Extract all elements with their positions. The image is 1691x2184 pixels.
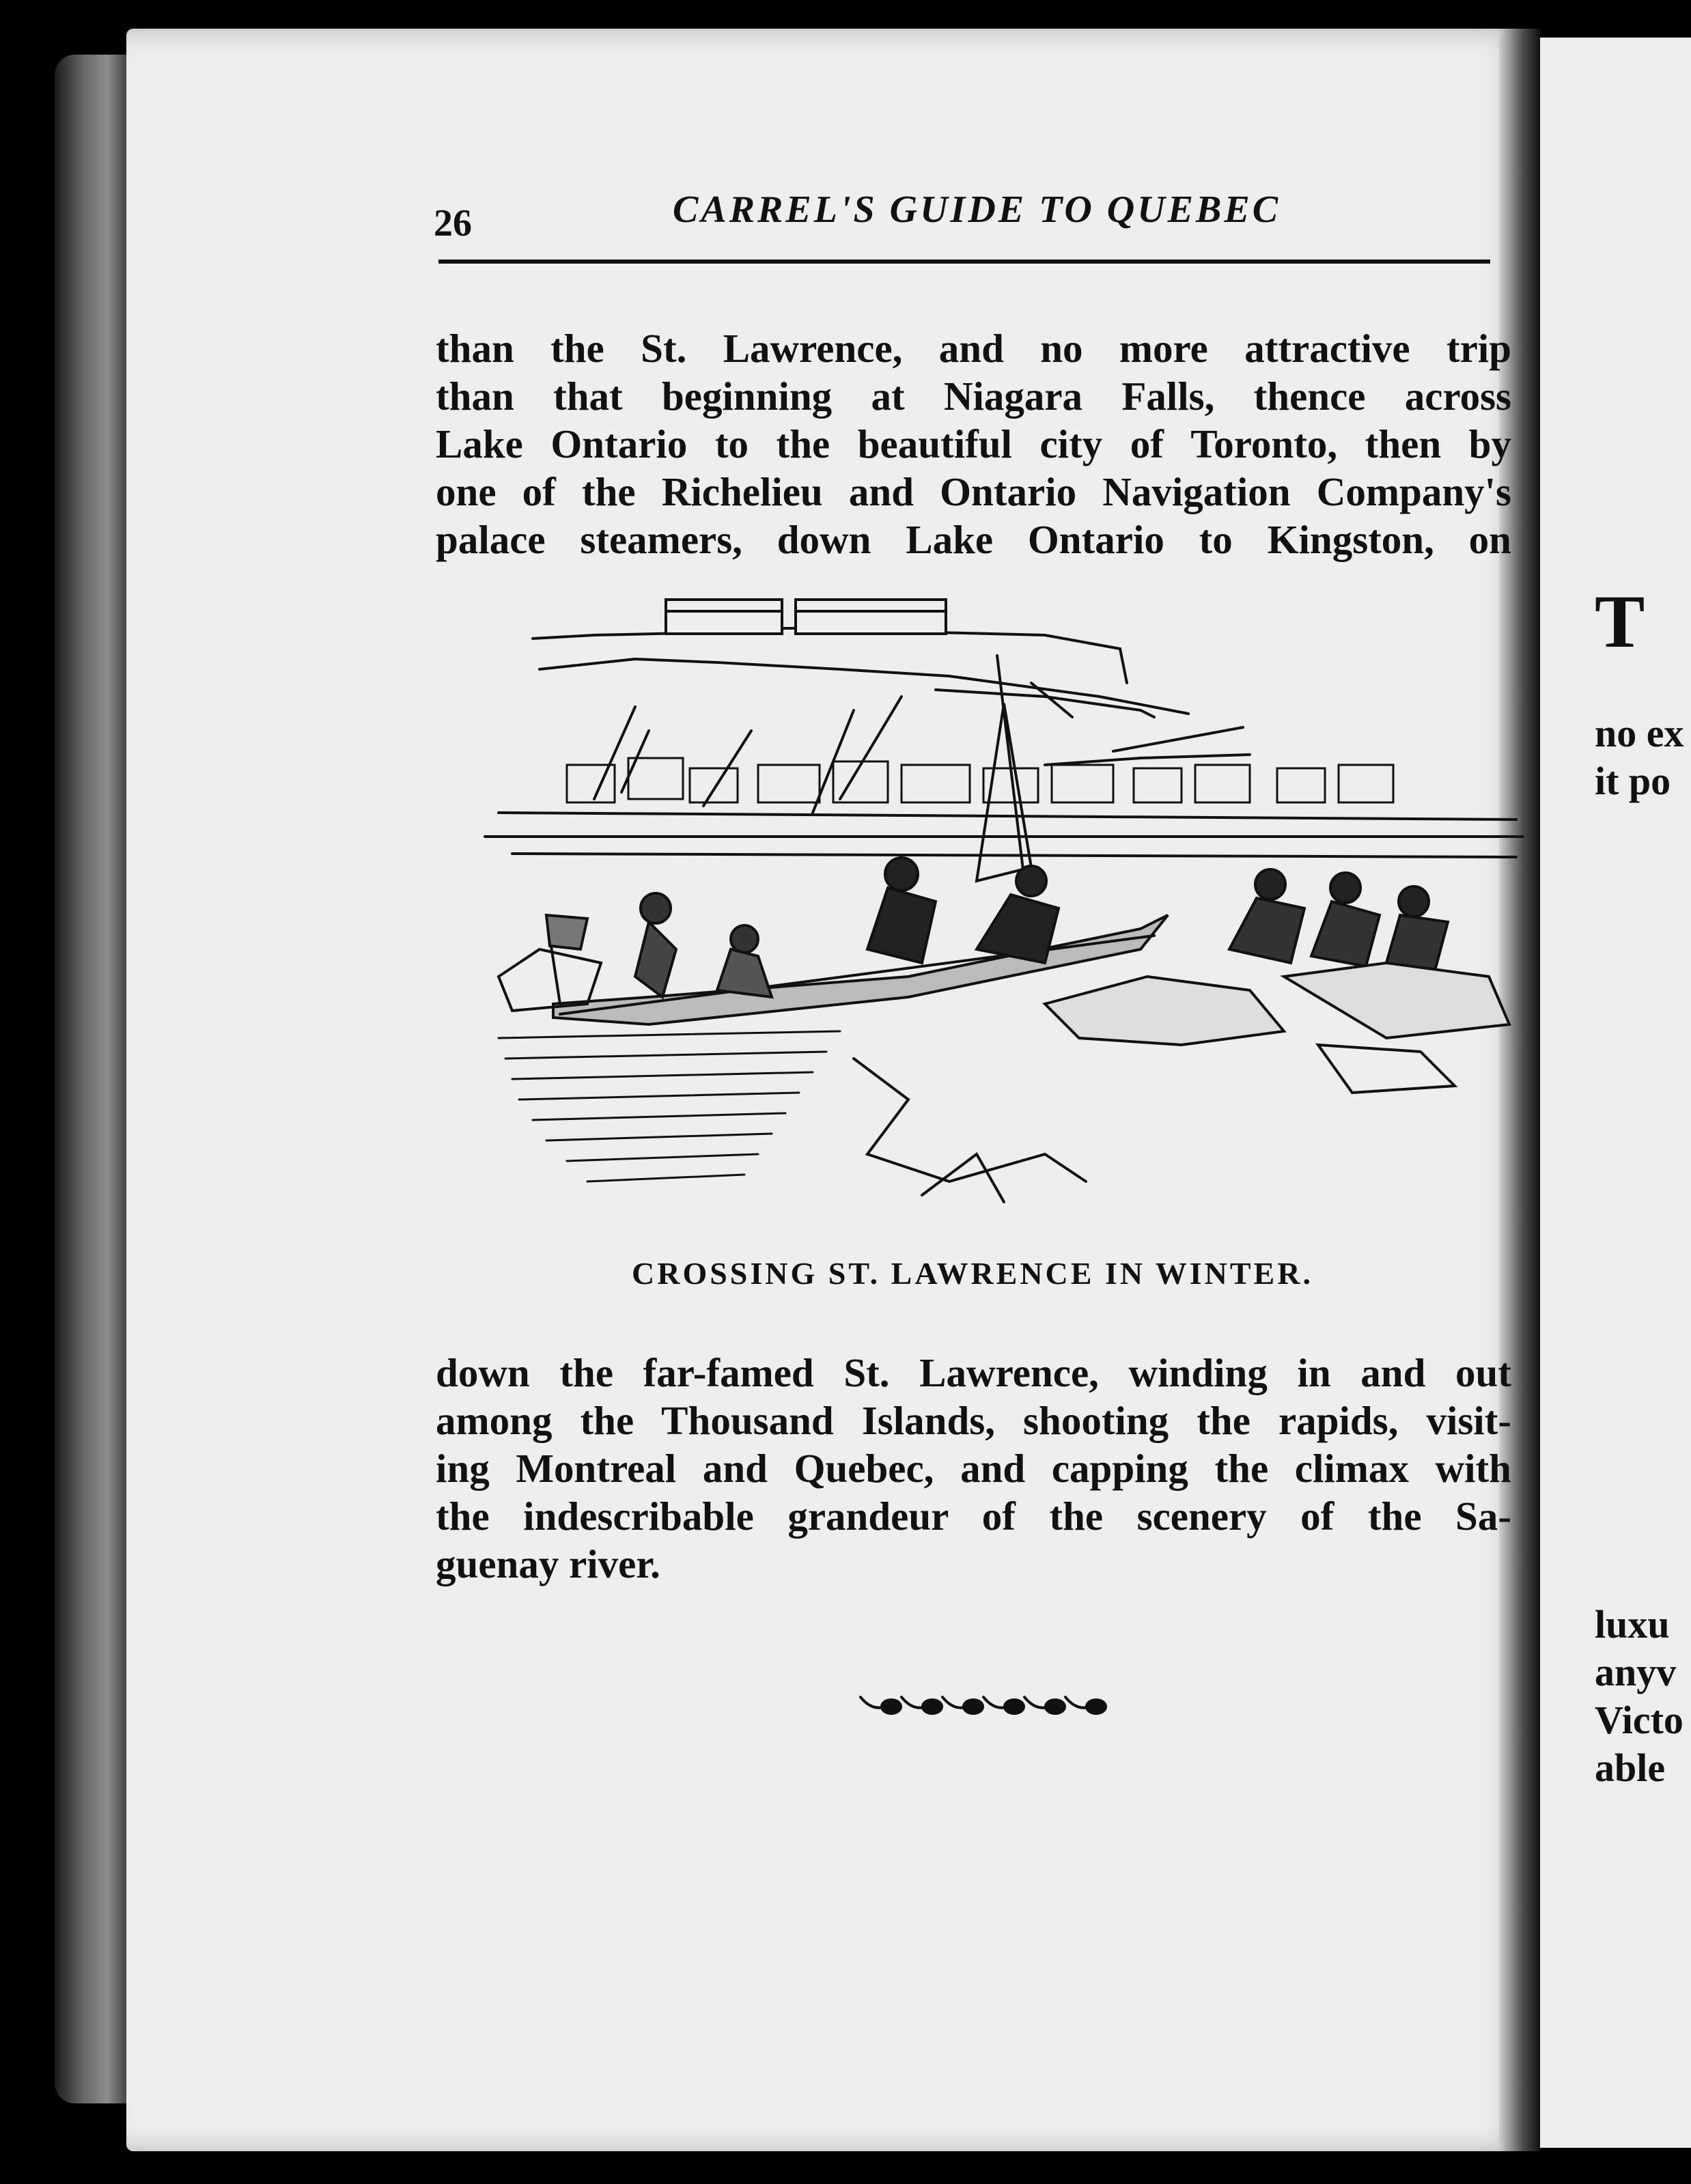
facing-page-fragment: able (1595, 1746, 1666, 1790)
facing-page-dropcap: T (1595, 580, 1645, 663)
facing-page (1540, 38, 1691, 2148)
text-line: ing Montreal and Quebec, and capping the climax with (436, 1446, 1511, 1491)
header-rule (438, 260, 1490, 264)
winter-crossing-illustration (430, 594, 1533, 1219)
facing-page-fragment: it po (1595, 759, 1671, 803)
figure-caption: CROSSING ST. LAWRENCE IN WINTER. (632, 1256, 1313, 1291)
text-line: one of the Richelieu and Ontario Navigation Company's (436, 469, 1511, 514)
paragraph-2 (436, 1349, 1511, 1588)
text-line: than that beginning at Niagara Falls, thence across (436, 374, 1511, 419)
text-line: Lake Ontario to the beautiful city of Toronto, then by (436, 421, 1511, 466)
facing-page-fragment: Victo (1595, 1698, 1683, 1742)
ornament-icon (857, 1683, 1130, 1724)
text-line: down the far-famed St. Lawrence, winding in and out (436, 1350, 1511, 1395)
page-number: 26 (434, 202, 472, 244)
facing-page-fragment: anyv (1595, 1650, 1677, 1694)
text-line: guenay river. (436, 1541, 660, 1586)
text-line: among the Thousand Islands, shooting the rapids, visit- (436, 1398, 1511, 1443)
facing-page-fragment: luxu (1595, 1602, 1670, 1647)
paragraph-1 (436, 324, 1511, 563)
text-line: the indescribable grandeur of the scenery of the Sa- (436, 1494, 1511, 1539)
book-edge (55, 55, 130, 2103)
text-line: palace steamers, down Lake Ontario to Kingston, on (436, 517, 1511, 562)
running-title: CARREL'S GUIDE TO QUEBEC (673, 188, 1281, 231)
text-line: than the St. Lawrence, and no more attractive trip (436, 326, 1511, 371)
facing-page-fragment: no ex (1595, 711, 1684, 755)
